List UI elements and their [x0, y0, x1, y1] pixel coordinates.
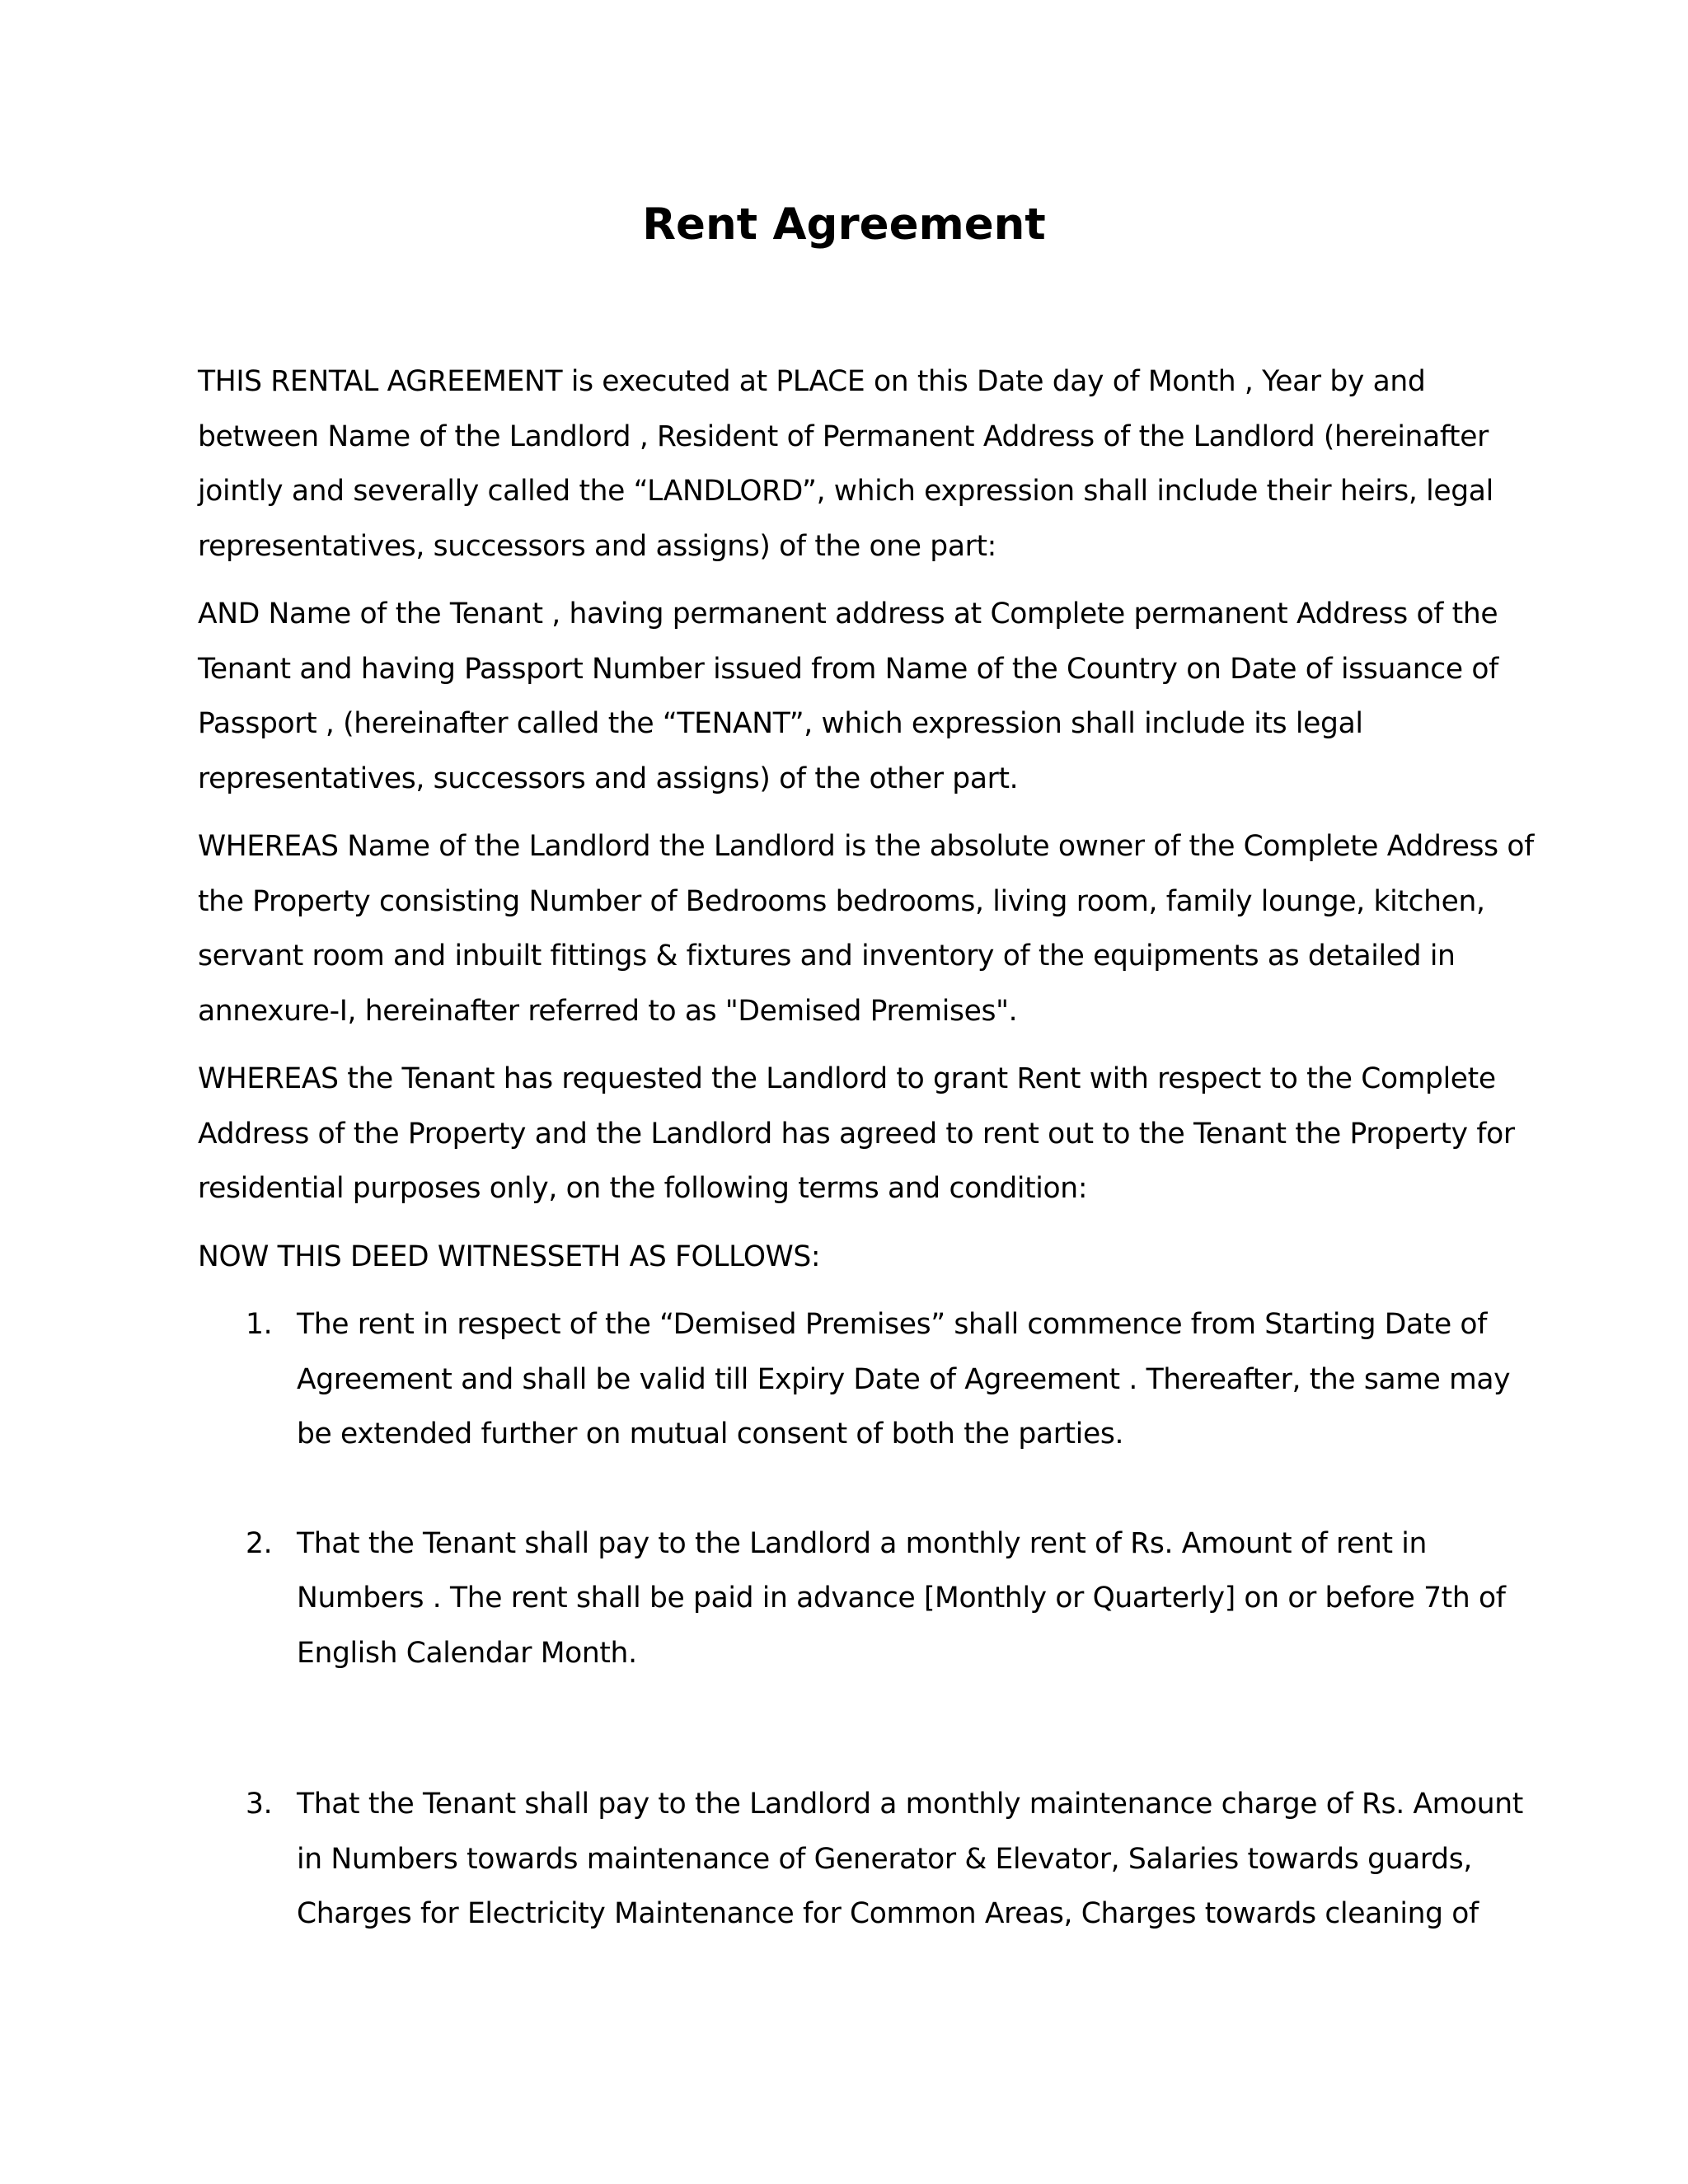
text-line: between Name of the Landlord , Resident of Permanent Address of the Landlord (hereinafter	[198, 419, 1489, 453]
clause-item	[198, 1516, 1517, 1681]
text-line: Numbers . The rent shall be paid in advance [Monthly or Quarterly] on or before 7th of	[297, 1582, 1506, 1615]
paragraph-whereas-ownership	[198, 819, 1534, 1038]
text-line: Address of the Property and the Landlord has agreed to rent out to the Tenant the Property for	[198, 1117, 1515, 1151]
text-line: NOW THIS DEED WITNESSETH AS FOLLOWS:	[198, 1240, 821, 1273]
paragraph-witnesseth	[198, 1230, 1517, 1285]
document-title: Rent Agreement	[642, 199, 1046, 250]
clause-number: 3.	[246, 1788, 273, 1821]
text-line: WHEREAS the Tenant has requested the Landlord to grant Rent with respect to the Complete	[198, 1062, 1496, 1095]
text-line: That the Tenant shall pay to the Landlord a monthly maintenance charge of Rs. Amount	[297, 1788, 1523, 1821]
clause-list	[198, 1297, 1523, 1942]
clause-item	[198, 1777, 1523, 1942]
paragraph-whereas-request	[198, 1052, 1517, 1216]
text-line: the Property consisting Number of Bedrooms bedrooms, living room, family lounge, kitchen,	[198, 884, 1485, 918]
text-line: representatives, successors and assigns) of the one part:	[198, 529, 996, 563]
text-line: Tenant and having Passport Number issued from Name of the Country on Date of issuance of	[198, 652, 1498, 686]
text-line: residential purposes only, on the following terms and condition:	[198, 1172, 1088, 1205]
text-line: be extended further on mutual consent of both the parties.	[297, 1418, 1124, 1451]
text-line: That the Tenant shall pay to the Landlord a monthly rent of Rs. Amount of rent in	[297, 1526, 1427, 1560]
text-line: English Calendar Month.	[297, 1636, 637, 1670]
text-line: in Numbers towards maintenance of Generator & Elevator, Salaries towards guards,	[297, 1842, 1472, 1876]
text-line: WHEREAS Name of the Landlord the Landlord is the absolute owner of the Complete Address of	[198, 830, 1534, 863]
text-line: jointly and severally called the “LANDLORD”, which expression shall include their heirs, legal	[198, 475, 1493, 508]
paragraph-parties-tenant	[198, 587, 1517, 806]
text-line: The rent in respect of the “Demised Premises” shall commence from Starting Date of	[297, 1308, 1487, 1341]
text-line: annexure-I, hereinafter referred to as "Demised Premises".	[198, 994, 1018, 1028]
clause-number: 1.	[246, 1308, 273, 1341]
text-line: Passport , (hereinafter called the “TENANT”, which expression shall include its legal	[198, 707, 1363, 740]
document-body	[198, 354, 1534, 1942]
text-line: AND Name of the Tenant , having permanent address at Complete permanent Address of the	[198, 598, 1498, 630]
clause-item	[198, 1297, 1517, 1462]
text-line: Agreement and shall be valid till Expiry Date of Agreement . Thereafter, the same may	[297, 1362, 1511, 1396]
clause-number: 2.	[246, 1526, 273, 1560]
text-line: THIS RENTAL AGREEMENT is executed at PLACE on this Date day of Month , Year by and	[198, 365, 1426, 398]
text-line: Charges for Electricity Maintenance for Common Areas, Charges towards cleaning of	[297, 1897, 1479, 1930]
text-line: servant room and inbuilt fittings & fixtures and inventory of the equipments as detailed in	[198, 940, 1456, 972]
paragraph-parties-landlord	[198, 354, 1517, 574]
text-line: representatives, successors and assigns) of the other part.	[198, 762, 1019, 795]
